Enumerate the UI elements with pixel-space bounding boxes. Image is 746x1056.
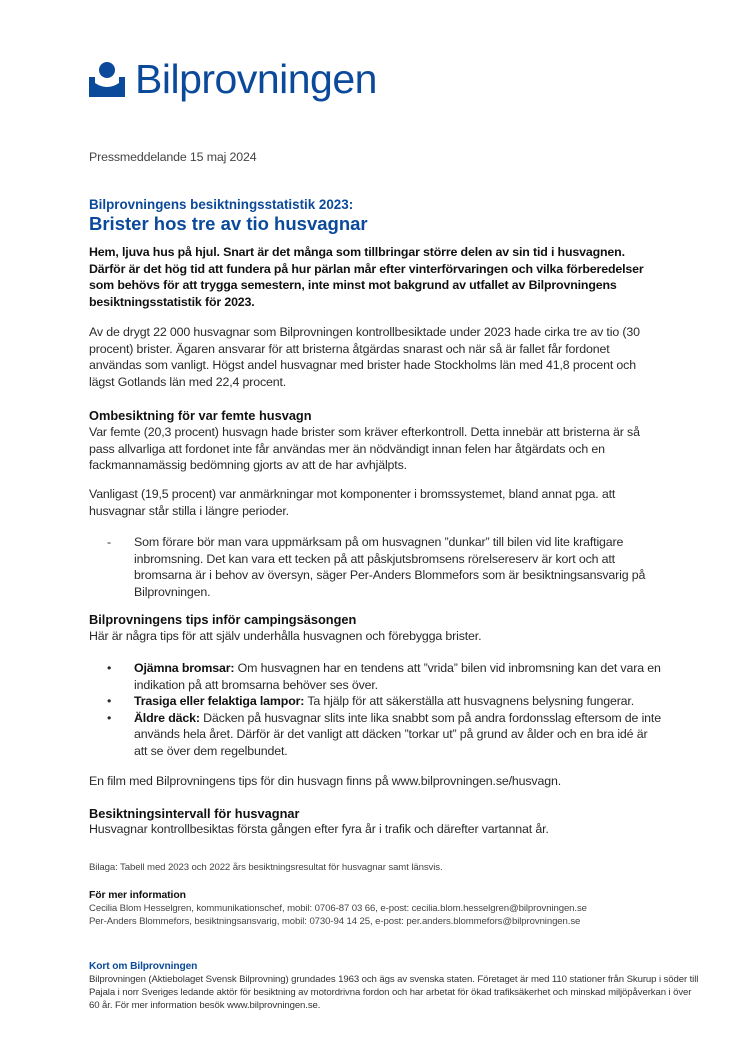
tip-text: Om husvagnen har en tendens att ”vrida” bilen vid inbromsning kan det vara en indikation på att bromsarna behöver ses över. bbox=[134, 661, 661, 692]
logo-symbol-icon bbox=[89, 61, 125, 97]
film-paragraph: En film med Bilprovningens tips för din husvagn finns på www.bilprovningen.se/husvagn. bbox=[89, 774, 561, 788]
tip-title: Trasiga eller felaktiga lampor: bbox=[134, 694, 305, 709]
contact-heading: För mer information bbox=[89, 890, 186, 901]
page-title: Brister hos tre av tio husvagnar bbox=[89, 213, 368, 234]
contact-line: Cecilia Blom Hesselgren, kommunikationschef, mobil: 0706-87 03 66, e-post: cecilia.blom.hesselgren@bilprovningen.se bbox=[89, 903, 587, 914]
bullet-icon: • bbox=[107, 694, 112, 709]
quote-item bbox=[89, 534, 661, 600]
tips-intro: Här är några tips för att själv underhålla husvagnen och förebygga brister. bbox=[89, 629, 482, 643]
dash-marker: - bbox=[107, 535, 111, 549]
tip-title: Äldre däck: bbox=[134, 710, 200, 725]
logo-text: Bilprovningen bbox=[135, 56, 377, 102]
tips-list bbox=[89, 660, 663, 760]
dateline: Pressmeddelande 15 maj 2024 bbox=[89, 150, 257, 164]
bullet-icon: • bbox=[107, 710, 112, 725]
list-item bbox=[89, 693, 663, 710]
contact-line: Per-Anders Blommefors, besiktningsansvarig, mobil: 0730-94 14 25, e-post: per.anders.blommefors@bilprovningen.se bbox=[89, 916, 581, 927]
bilprovningen-logo bbox=[89, 58, 377, 100]
section-heading-interval: Besiktningsintervall för husvagnar bbox=[89, 806, 300, 821]
brake-paragraph: Vanligast (19,5 procent) var anmärkningar mot komponenter i bromssystemet, bland annat pga. att husvagnar står stilla i längre perioder. bbox=[89, 487, 616, 518]
kicker: Bilprovningens besiktningsstatistik 2023: bbox=[89, 197, 354, 212]
tip-text: Däcken på husvagnar slits inte lika snabbt som på andra fordonsslag eftersom de inte används hela året. Därför är det vanligt att däcken ”torkar ut” på grund av ålder och en bra idé är att se över dem regelbundet. bbox=[134, 710, 661, 758]
section-heading-ombesiktning: Ombesiktning för var femte husvagn bbox=[89, 408, 312, 423]
list-item bbox=[89, 710, 663, 760]
quote-text: Som förare bör man vara uppmärksam på om husvagnen ”dunkar” till bilen vid lite kraftigare inbromsning. Det kan vara ett tecken på att påskjutsbromsens rörelsereserv är kort och att bromsarna är i behov av översyn, säger Per-Anders Blommefors som är besiktningsansvarig på Bilprovningen. bbox=[134, 535, 646, 599]
lead-paragraph: Hem, ljuva hus på hjul. Snart är det många som tillbringar större delen av sin tid i husvagnen. Därför är det hög tid att fundera på hur pärlan mår efter vinterförvaringen och vilka förberedelser som behövs för att trygga semestern, inte minst mot bakgrund av utfallet av Bilprovningens besiktningsstatistik för 2023. bbox=[89, 245, 644, 309]
tip-title: Ojämna bromsar: bbox=[134, 661, 235, 675]
about-heading: Kort om Bilprovningen bbox=[89, 961, 198, 972]
section-heading-tips: Bilprovningens tips inför campingsäsongen bbox=[89, 612, 357, 627]
ombesiktning-paragraph: Var femte (20,3 procent) husvagn hade brister som kräver efterkontroll. Detta innebär att bristerna är så pass allvarliga att fordonet inte får användas mer än nödvändigt innan felen har åtgärdats och en fackmannamässig bedömning gjorts av att de har avhjälpts. bbox=[89, 425, 640, 473]
about-text: Bilprovningen (Aktiebolaget Svensk Bilprovning) grundades 1963 och ägs av svenska staten. Företaget är med 110 stationer från Skurup i söder till Pajala i norr Sveriges ledande aktör för besiktning av motordrivna fordon och har arbetat för ökad trafiksäkerhet och minskad miljöpåverkan i över 60 år. För mer information besök www.bilprovningen.se. bbox=[89, 974, 699, 1012]
tip-text: Ta hjälp för att säkerställa att husvagnens belysning fungerar. bbox=[304, 694, 635, 709]
intro-paragraph: Av de drygt 22 000 husvagnar som Bilprovningen kontrollbesiktade under 2023 hade cirka tre av tio (30 procent) brister. Ägaren ansvarar för att bristerna åtgärdas snarast och när så är fallet får fordonet användas som vanligt. Högst andel husvagnar med brister hade Stockholms län med 41,8 procent och lägst Gotlands län med 22,4 procent. bbox=[89, 325, 640, 389]
bullet-icon: • bbox=[107, 661, 112, 675]
list-item bbox=[89, 660, 663, 693]
interval-paragraph: Husvagnar kontrollbesiktas första gången efter fyra år i trafik och därefter vartannat år. bbox=[89, 822, 549, 836]
attachment-note: Bilaga: Tabell med 2023 och 2022 års besiktningsresultat för husvagnar samt länsvis. bbox=[89, 861, 443, 873]
